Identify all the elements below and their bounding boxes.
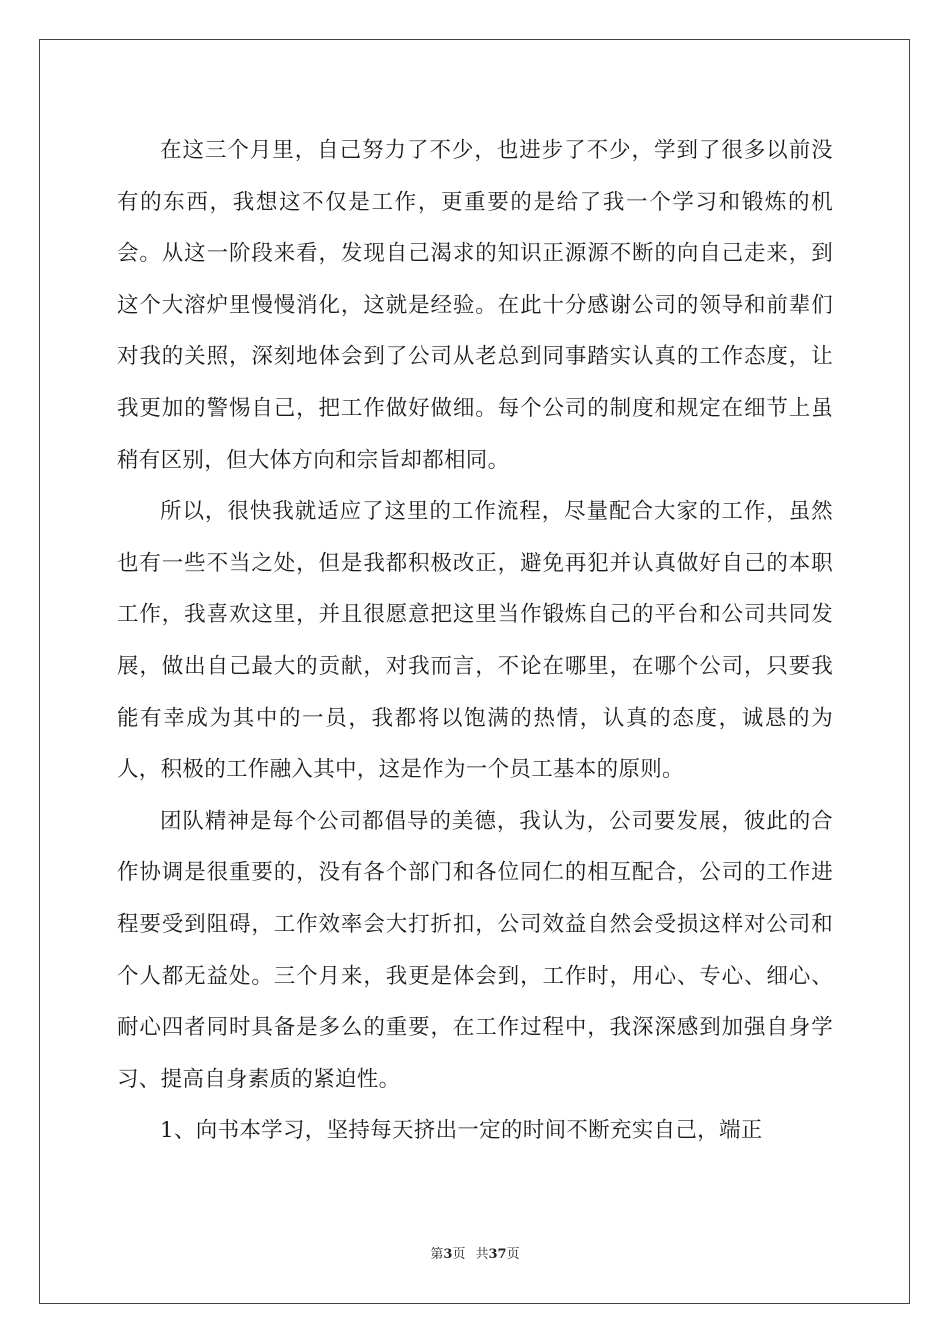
- document-body: [117, 125, 833, 1157]
- page-number-suffix: 页: [452, 1247, 466, 1262]
- total-pages-number: 37: [488, 1247, 507, 1262]
- page-footer: [0, 1246, 950, 1264]
- total-pages-suffix: 页: [506, 1247, 520, 1262]
- page-number-prefix: 第: [430, 1247, 444, 1262]
- paragraph-2: 所以，很快我就适应了这里的工作流程，尽量配合大家的工作，虽然也有一些不当之处，但是我都积极改正，避免再犯并认真做好自己的本职工作，我喜欢这里，并且很愿意把这里当作锻炼自己的平台和公司共同发展，做出自己最大的贡献，对我而言，不论在哪里，在哪个公司，只要我能有幸成为其中的一员，我都将以饱满的热情，认真的态度，诚恳的为人，积极的工作融入其中，这是作为一个员工基本的原则。: [117, 499, 833, 783]
- total-pages-prefix: 共: [475, 1247, 489, 1262]
- paragraph-3: 团队精神是每个公司都倡导的美德，我认为，公司要发展，彼此的合作协调是很重要的，没有各个部门和各位同仁的相互配合，公司的工作进程要受到阻碍，工作效率会大打折扣，公司效益自然会受损这样对公司和个人都无益处。三个月来，我更是体会到，工作时，用心、专心、细心、耐心四者同时具备是多么的重要，在工作过程中，我深深感到加强自身学习、提高自身素质的紧迫性。: [117, 808, 833, 1092]
- paragraph-4: 1、向书本学习，坚持每天挤出一定的时间不断充实自己，端正: [160, 1118, 763, 1144]
- current-page-number: 3: [443, 1247, 453, 1262]
- paragraph-1: 在这三个月里，自己努力了不少，也进步了不少，学到了很多以前没有的东西，我想这不仅是工作，更重要的是给了我一个学习和锻炼的机会。从这一阶段来看，发现自己渴求的知识正源源不断的向自己走来，到这个大溶炉里慢慢消化，这就是经验。在此十分感谢公司的领导和前辈们对我的关照，深刻地体会到了公司从老总到同事踏实认真的工作态度，让我更加的警惕自己，把工作做好做细。每个公司的制度和规定在细节上虽稍有区别，但大体方向和宗旨却都相同。: [117, 138, 833, 473]
